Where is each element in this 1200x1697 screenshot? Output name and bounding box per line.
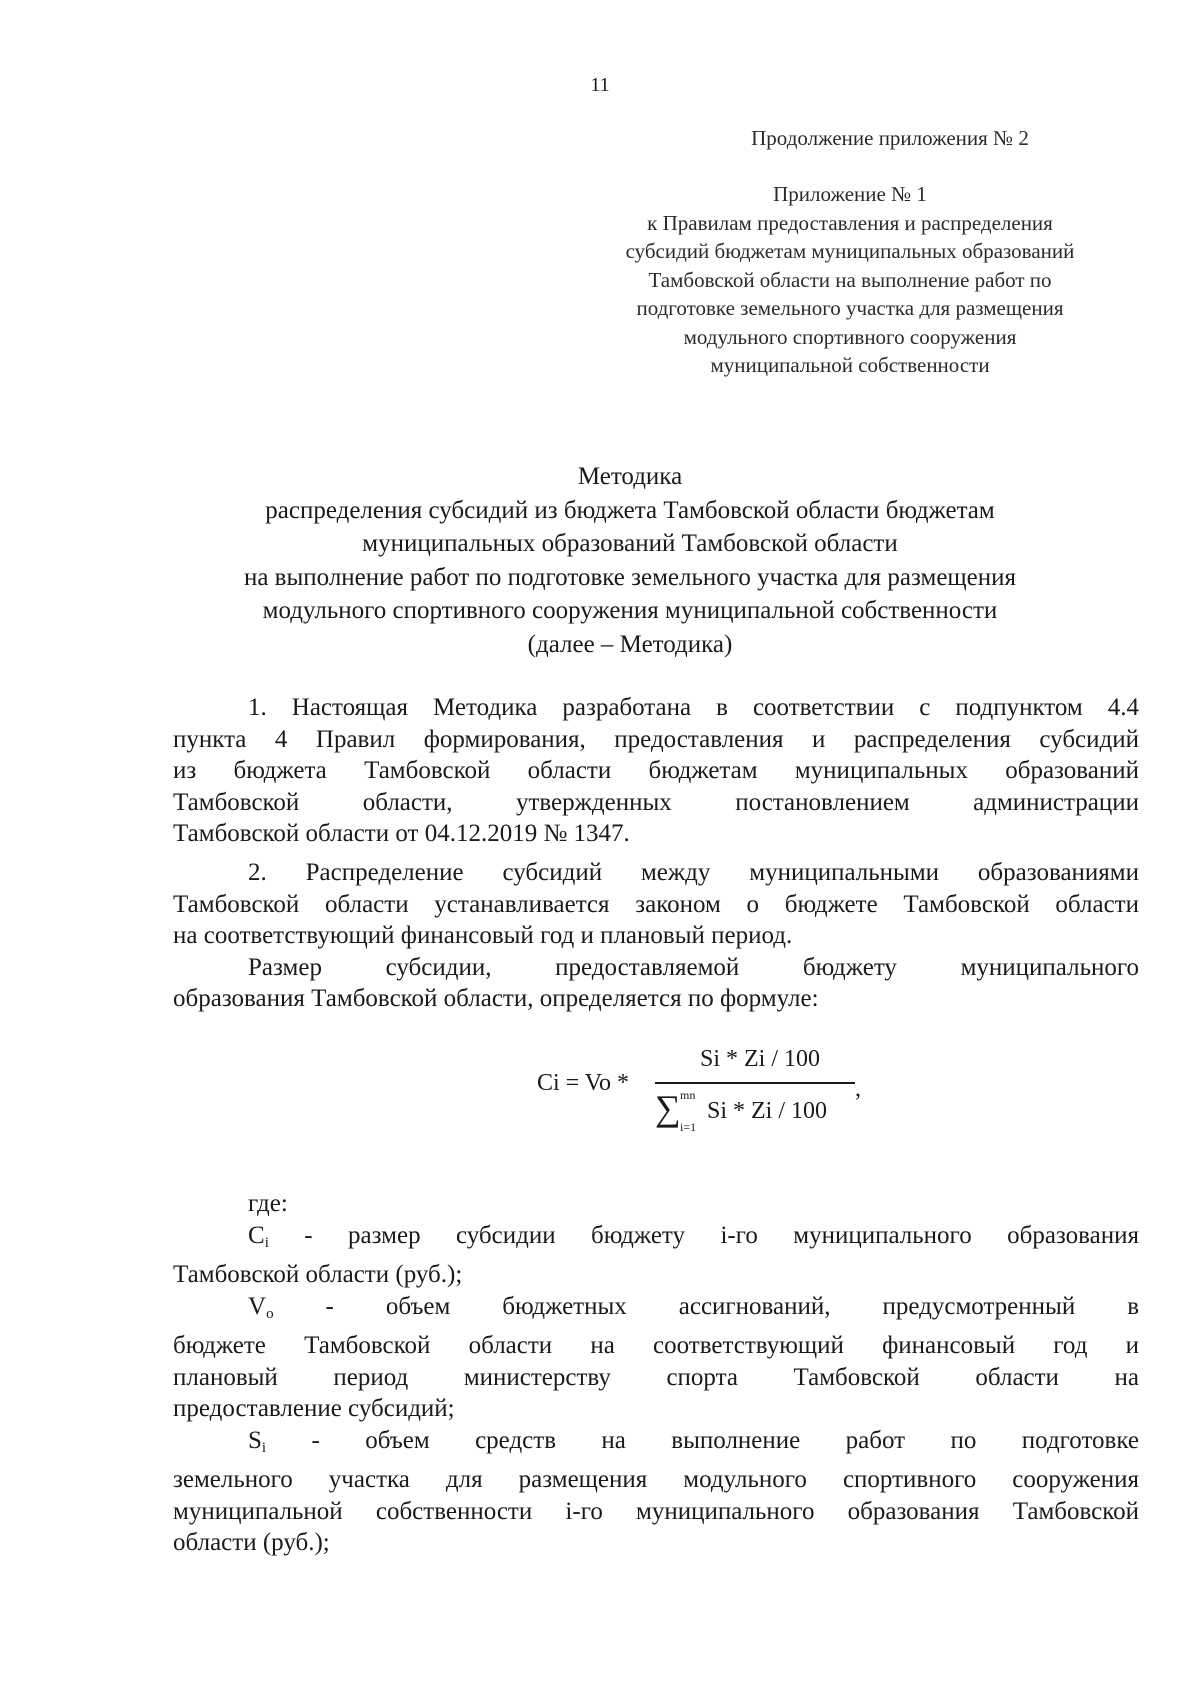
symbol: $S_i$ (248, 1426, 267, 1456)
title-line: муниципальных образований Тамбовской области (362, 530, 898, 557)
body-section-paragraphs-2 (173, 857, 1139, 1015)
text-line: предоставление субсидий; (173, 1395, 455, 1422)
symbol: $V_o$ (248, 1292, 274, 1322)
text-line: области (руб.); (173, 1529, 330, 1556)
title-line: на выполнение работ по подготовке земельного участка для размещения (243, 563, 1017, 591)
title-line: распределения субсидий из бюджета Тамбовской области бюджетам (265, 496, 995, 524)
definitions-section (173, 1188, 1139, 1559)
formula-denominator: Si * Zi / 100 (707, 1098, 828, 1124)
body-section-paragraphs (173, 692, 1139, 850)
text-line: пункта 4 Правил формирования, предоставления и распределения субсидий (173, 725, 1139, 753)
sum-upper-limit: mn (680, 1088, 696, 1102)
title-line: (далее – Методика) (527, 630, 733, 658)
formula-comma: , (855, 1076, 861, 1102)
appendix-line: к Правилам предоставления и распределения (647, 210, 1053, 235)
paragraph-2 (173, 857, 1139, 952)
title-line: модульного спортивного сооружения муниципальной собственности (262, 597, 998, 624)
text-line: $C_i$ - размер субсидии бюджету i-го муниципального образования (248, 1221, 1139, 1251)
text-line: $V_o$ - объем бюджетных ассигнований, предусмотренный в (248, 1292, 1139, 1322)
text-line: 1. Настоящая Методика разработана в соответствии с подпунктом 4.4 (248, 694, 1139, 721)
where-label: где: (248, 1190, 288, 1217)
continuation-label: Продолжение приложения № 2 (751, 126, 1029, 150)
text-line: бюджете Тамбовской области на соответствующий финансовый год и (173, 1332, 1139, 1359)
sum-symbol: ∑ (655, 1088, 681, 1128)
symbol: $C_i$ (248, 1221, 269, 1251)
page-number: 11 (590, 74, 610, 96)
text-line: на соответствующий финансовый год и плановый период. (173, 922, 793, 949)
text-line: $S_i$ - объем средств на выполнение работ по подготовке (248, 1426, 1139, 1456)
text-line: Тамбовской области от 04.12.2019 № 1347. (173, 820, 630, 847)
paragraph-1 (173, 692, 1139, 850)
text-line: Тамбовской области (руб.); (173, 1261, 463, 1288)
appendix-line: подготовке земельного участка для размещения (636, 296, 1064, 320)
document-title (180, 460, 1080, 661)
text-line: 2. Распределение субсидий между муниципальными образованиями (248, 859, 1139, 886)
appendix-header (580, 180, 1120, 380)
text-line: земельного участка для размещения модульного спортивного сооружения (173, 1466, 1139, 1493)
title-line: Методика (577, 463, 683, 490)
text-line: образования Тамбовской области, определяется по формуле: (173, 985, 819, 1012)
text-line: из бюджета Тамбовской области бюджетам муниципальных образований (173, 757, 1139, 784)
sum-lower-limit: i=1 (680, 1120, 697, 1134)
text-line: плановый период министерству спорта Тамбовской области на (173, 1363, 1139, 1391)
appendix-line: Приложение № 1 (773, 182, 927, 206)
text-line: муниципальной собственности i-го муниципального образования Тамбовской (173, 1497, 1139, 1525)
formula-numerator: Si * Zi / 100 (700, 1046, 821, 1072)
subsidy-formula (537, 1046, 897, 1156)
definition-s (173, 1425, 1139, 1559)
appendix-line: модульного спортивного сооружения (683, 324, 1017, 349)
fraction-bar (655, 1082, 855, 1084)
definition-v (173, 1291, 1139, 1425)
paragraph-3 (173, 952, 1139, 1015)
text-line: Тамбовской области устанавливается законом о бюджете Тамбовской области (173, 890, 1139, 918)
appendix-line: муниципальной собственности (710, 353, 990, 377)
appendix-line: Тамбовской области на выполнение работ по (648, 267, 1052, 292)
appendix-line: субсидий бюджетам муниципальных образований (625, 239, 1075, 263)
formula-lhs: Ci = Vo * (537, 1070, 630, 1096)
definition-c (173, 1220, 1139, 1291)
text-line: Тамбовской области, утвержденных постановлением администрации (173, 788, 1139, 816)
text-line: Размер субсидии, предоставляемой бюджету муниципального (248, 953, 1139, 981)
